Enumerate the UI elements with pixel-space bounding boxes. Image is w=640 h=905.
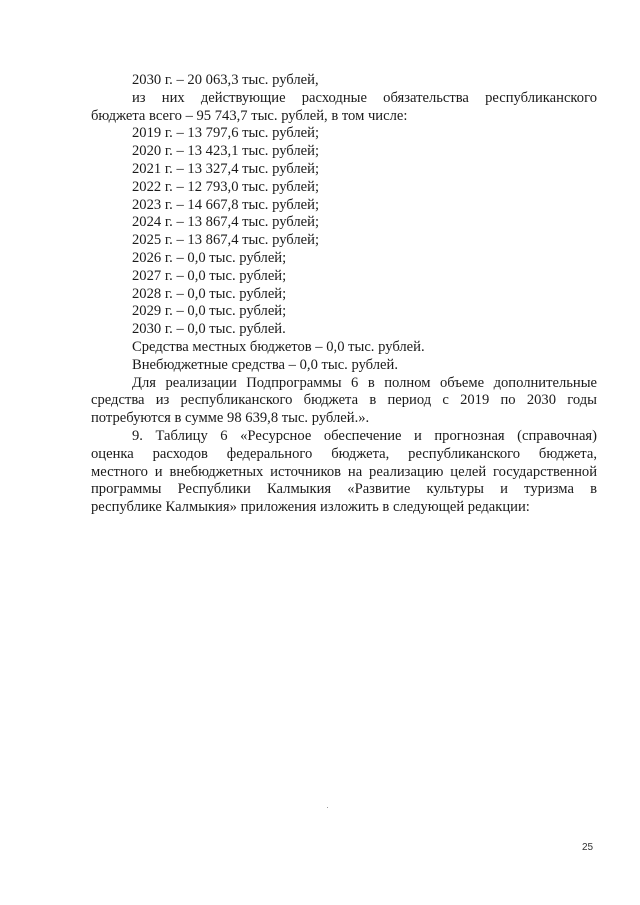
list-item: 2028 г. – 0,0 тыс. рублей; [132, 285, 287, 302]
full-funding-line3: потребуются в сумме 98 639,8 тыс. рублей.». [91, 410, 370, 427]
list-item: 2027 г. – 0,0 тыс. рублей; [132, 267, 287, 284]
document-body [91, 72, 597, 517]
item9-line2: оценка расходов федерального бюджета, республиканского бюджета, [91, 445, 597, 462]
item9-line3: местного и внебюджетных источников на реализацию целей государственной [91, 463, 597, 480]
list-item: 2026 г. – 0,0 тыс. рублей; [132, 249, 287, 266]
list-item: 2025 г. – 13 867,4 тыс. рублей; [132, 232, 319, 249]
text-line-2030-total: 2030 г. – 20 063,3 тыс. рублей, [132, 72, 319, 88]
list-item: 2019 г. – 13 797,6 тыс. рублей; [132, 125, 319, 142]
local-budgets-line: Средства местных бюджетов – 0,0 тыс. рублей. [132, 338, 425, 355]
list-item: 2030 г. – 0,0 тыс. рублей. [132, 321, 286, 338]
list-item: 2020 г. – 13 423,1 тыс. рублей; [132, 143, 319, 160]
yearly-list [91, 125, 597, 339]
list-item: 2021 г. – 13 327,4 тыс. рублей; [132, 160, 319, 177]
item9-line4: программы Республики Калмыкия «Развитие культуры и туризма в [91, 481, 597, 498]
obligations-intro-line1: из них действующие расходные обязательства республиканского [132, 89, 597, 106]
page-number: 25 [582, 842, 594, 853]
extra-budget-line: Внебюджетные средства – 0,0 тыс. рублей. [132, 356, 398, 373]
list-item: 2024 г. – 13 867,4 тыс. рублей; [132, 214, 319, 231]
full-funding-line2: средства из республиканского бюджета в период с 2019 по 2030 годы [91, 392, 597, 409]
scan-speck [327, 807, 328, 808]
obligations-intro-line2: бюджета всего – 95 743,7 тыс. рублей, в том числе: [91, 107, 408, 124]
item9-line5: республике Калмыкия» приложения изложить в следующей редакции: [91, 499, 530, 516]
full-funding-line1: Для реализации Подпрограммы 6 в полном объеме дополнительные [132, 374, 597, 391]
list-item: 2023 г. – 14 667,8 тыс. рублей; [132, 196, 319, 213]
list-item: 2022 г. – 12 793,0 тыс. рублей; [132, 178, 319, 195]
item9-line1: 9. Таблицу 6 «Ресурсное обеспечение и прогнозная (справочная) [132, 427, 597, 444]
list-item: 2029 г. – 0,0 тыс. рублей; [132, 303, 287, 320]
